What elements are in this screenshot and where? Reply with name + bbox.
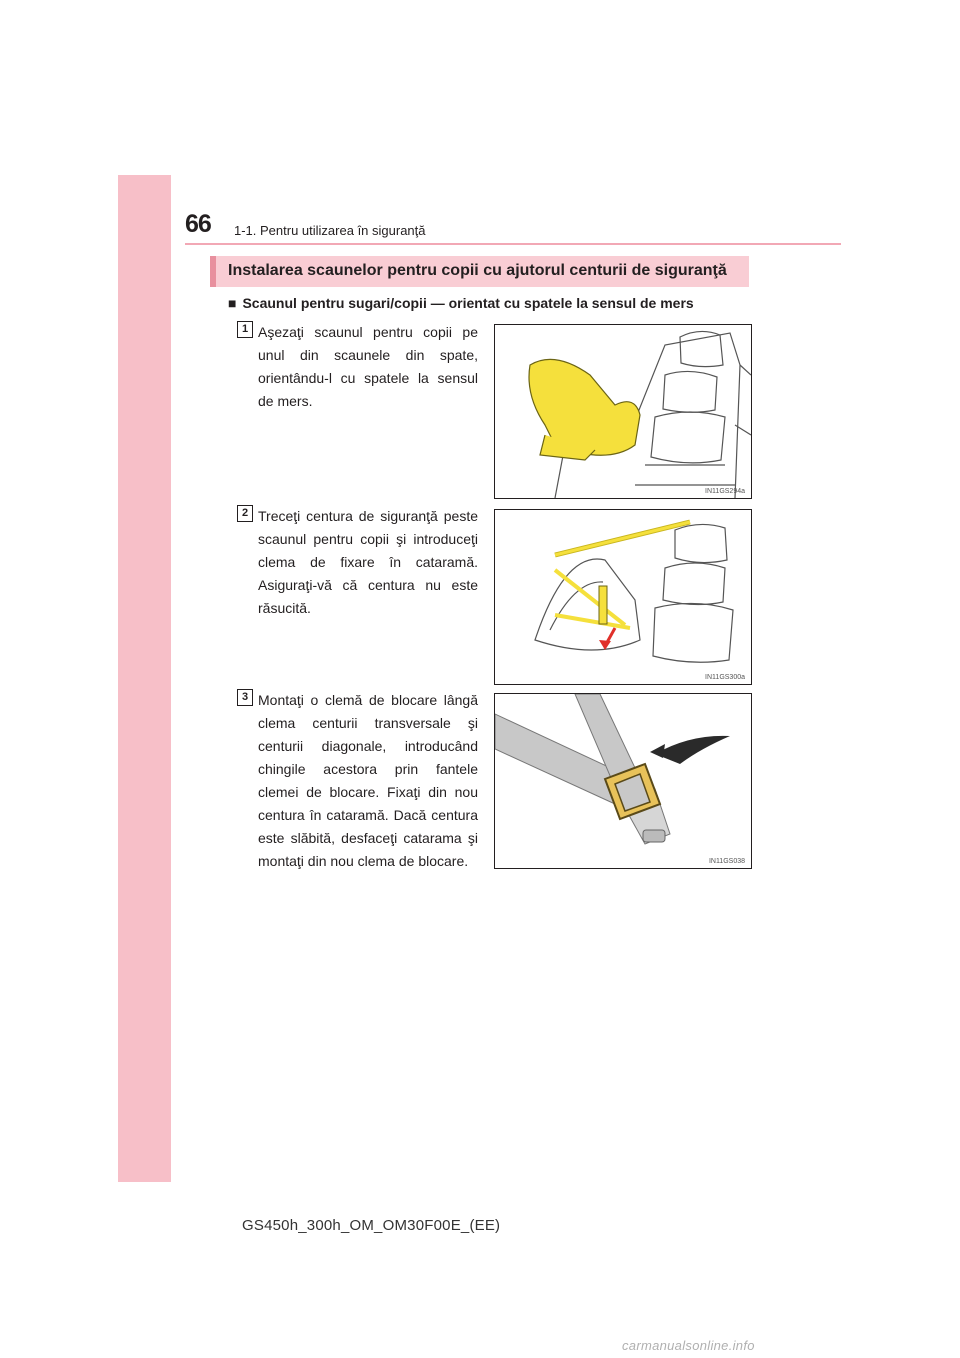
child-seat-yellow-shape: [529, 359, 640, 460]
bullet-square-icon: ■: [228, 295, 237, 311]
header-divider: [185, 243, 841, 245]
rear-facing-seat-illustration: [495, 325, 751, 498]
step-number-2: 2: [237, 505, 253, 522]
step-text-3: Montaţi o clemă de blocare lângă clema centurii transversale şi centurii diagonale, introducând chingile acestora prin fantele clemei de blocare. Fixaţi din nou centura în cataramă. Dacă centura este slăbită, desfaceţi catarama şi montaţi din nou clema de blocare.: [258, 692, 478, 869]
figure-step-3: [494, 693, 752, 869]
figure-code: IN11GS038: [708, 858, 745, 865]
step-text-1: Aşezaţi scaunul pentru copii pe unul din scaunele din spate, orientându-l cu spatele la sensul de mers.: [258, 324, 478, 409]
subheading: [228, 295, 694, 311]
footer-model-code: GS450h_300h_OM_OM30F00E_(EE): [242, 1217, 501, 1234]
side-tab-bar: [118, 175, 171, 1182]
locking-clip-illustration: [495, 694, 751, 868]
step-text-2: Treceţi centura de siguranţă peste scaunul pentru copii şi introduceţi clema de fixare în cataramă. Asiguraţi-vă că centura nu este răsucită.: [258, 508, 478, 616]
section-heading-text: Instalarea scaunelor pentru copii cu ajutorul centurii de siguranţă: [228, 262, 727, 279]
subheading-text: Scaunul pentru sugari/copii — orientat cu spatele la sensul de mers: [242, 295, 694, 311]
step-number-3: 3: [237, 689, 253, 706]
seat-belt-routing-illustration: [495, 510, 751, 684]
figure-code: IN11GS300a: [705, 674, 745, 681]
step-number-1: 1: [237, 321, 253, 338]
watermark: carmanualsonline.info: [622, 1338, 755, 1353]
figure-step-1: [494, 324, 752, 499]
page-number: 66: [185, 210, 211, 238]
section-title: 1-1. Pentru utilizarea în siguranţă: [234, 223, 426, 238]
figure-step-2: [494, 509, 752, 685]
section-heading: [210, 256, 749, 287]
figure-code: IN11GS294a: [705, 488, 745, 495]
